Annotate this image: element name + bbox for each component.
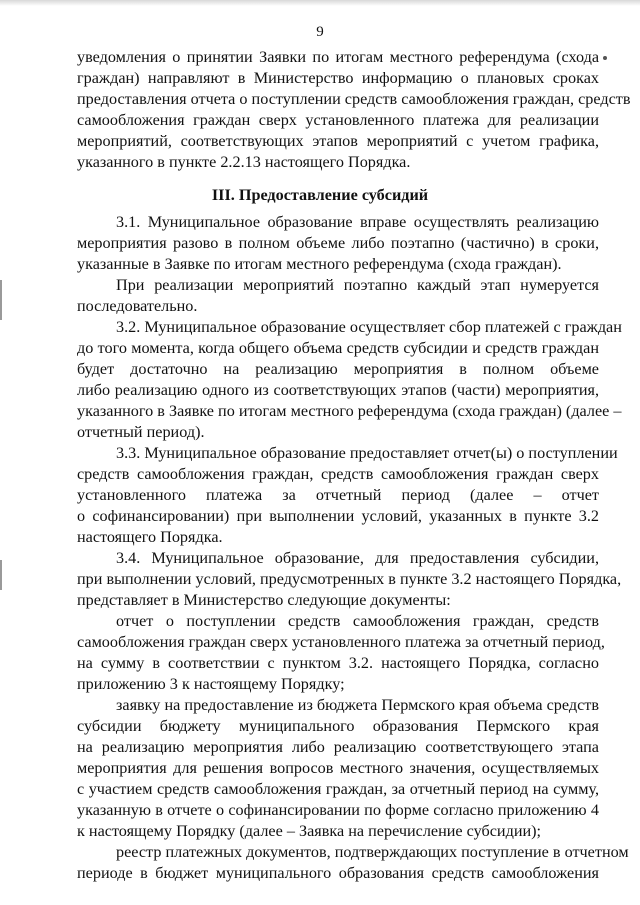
page-number: 9 xyxy=(316,24,324,40)
text-line: 3.1. Муниципальное образование вправе осуществлять реализацию xyxy=(116,213,599,231)
text-line: представляет в Министерство следующие документы: xyxy=(77,591,451,609)
text-line: либо реализацию одного из соответствующих этапов (части) мероприятия, xyxy=(77,381,599,399)
text-line: 3.3. Муниципальное образование предоставляет отчет(ы) о поступлении xyxy=(116,444,618,462)
text-line: самообложения граждан сверх установленного платежа за отчетный период, xyxy=(77,633,605,651)
text-line: 3.2. Муниципальное образование осуществляет сбор платежей с граждан xyxy=(116,318,622,336)
text-line: указанные в Заявке по итогам местного референдума (схода граждан). xyxy=(77,255,562,273)
text-line: граждан) направляют в Министерство информацию о плановых сроках xyxy=(77,69,599,87)
text-line: отчетный период). xyxy=(77,423,205,441)
scan-margin-mark xyxy=(0,560,2,590)
text-line: мероприятия для решения вопросов местного значения, осуществляемых xyxy=(77,759,599,777)
scan-margin-mark xyxy=(0,280,2,320)
scan-top-edge xyxy=(0,0,640,6)
text-line: с участием средств самообложения граждан, за отчетный период на сумму, xyxy=(77,780,599,798)
text-line: последовательно. xyxy=(77,297,198,315)
text-line: средств самообложения граждан, средств самообложения граждан сверх xyxy=(77,465,599,483)
text-line: о софинансировании) при выполнении условий, указанных в пункте 3.2 xyxy=(77,507,599,525)
section-heading: III. Предоставление субсидий xyxy=(211,186,429,204)
text-line: настоящего Порядка. xyxy=(77,528,223,546)
text-line: на сумму в соответствии с пунктом 3.2. настоящего Порядка, согласно xyxy=(77,654,599,672)
text-line: до того момента, когда общего объема средств субсидии и средств граждан xyxy=(77,339,599,357)
text-line: реестр платежных документов, подтверждающих поступление в отчетном xyxy=(116,843,629,861)
text-line: самообложения граждан сверх установленного платежа для реализации xyxy=(77,111,599,129)
text-line: приложению 3 к настоящему Порядку; xyxy=(77,675,345,693)
text-line: предоставления отчета о поступлении средств самообложения граждан, средств xyxy=(77,90,631,108)
text-line: мероприятия разово в полном объеме либо поэтапно (частично) в сроки, xyxy=(77,234,599,252)
text-line: к настоящему Порядку (далее – Заявка на перечисление субсидии); xyxy=(77,822,542,840)
text-line: на реализацию мероприятия либо реализацию соответствующего этапа xyxy=(77,738,599,756)
text-line: при выполнении условий, предусмотренных в пункте 3.2 настоящего Порядка, xyxy=(77,570,622,588)
text-line: отчет о поступлении средств самообложения граждан, средств xyxy=(116,612,599,630)
text-line: указанную в отчете о софинансировании по форме согласно приложению 4 xyxy=(77,801,599,819)
text-line: заявку на предоставление из бюджета Пермского края объема средств xyxy=(116,696,599,714)
text-line: указанного в пункте 2.2.13 настоящего Порядка. xyxy=(77,153,411,171)
text-line: будет достаточно на реализацию мероприятия в полном объеме xyxy=(77,360,599,378)
text-line: При реализации мероприятий поэтапно каждый этап нумеруется xyxy=(116,276,599,294)
text-line: установленного платежа за отчетный период (далее – отчет xyxy=(77,486,599,504)
scan-dot-mark xyxy=(603,56,607,60)
text-line: периоде в бюджет муниципального образования средств самообложения xyxy=(77,864,599,882)
text-line: указанного в Заявке по итогам местного референдума (схода граждан) (далее – xyxy=(77,402,622,420)
text-line: 3.4. Муниципальное образование, для предоставления субсидии, xyxy=(116,549,599,567)
text-line: субсидии бюджету муниципального образования Пермского края xyxy=(77,717,599,735)
text-line: уведомления о принятии Заявки по итогам местного референдума (схода xyxy=(77,48,599,66)
text-line: мероприятий, соответствующих этапов мероприятий с учетом графика, xyxy=(77,132,599,150)
